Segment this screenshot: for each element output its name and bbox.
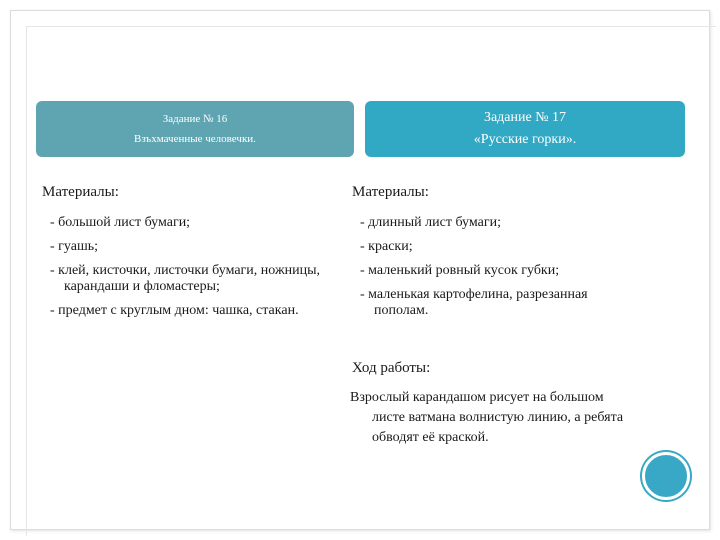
- list-item: - краски;: [360, 239, 413, 254]
- task16-materials-list: [42, 215, 332, 327]
- list-item: - маленький ровный кусок губки;: [360, 263, 560, 278]
- bullet-dash: -: [50, 263, 55, 278]
- bullet-dash: -: [360, 215, 365, 230]
- list-item: - большой лист бумаги;: [50, 215, 191, 230]
- bullet-dash: -: [360, 263, 365, 278]
- task17-work-text: Взрослый карандашом рисует на большом листе ватмана волнистую линию, а ребята обводят её краской.: [350, 390, 624, 445]
- bullet-dash: -: [50, 215, 55, 230]
- bullet-dash: -: [50, 303, 55, 318]
- task16-title: Задание № 16: [162, 113, 228, 125]
- list-item: - предмет с круглым дном: чашка, стакан.: [50, 303, 299, 318]
- task16-materials-title: Материалы:: [42, 184, 119, 200]
- task17-subtitle: «Русские горки».: [473, 132, 577, 147]
- list-item: - маленькая картофелина, разрезанная пополам.: [360, 287, 588, 318]
- list-item: - клей, кисточки, листочки бумаги, ножницы, карандаши и фломастеры;: [50, 263, 320, 294]
- bullet-dash: -: [360, 287, 365, 302]
- task16-subtitle: Взъхмаченные человечки.: [134, 133, 256, 145]
- bullet-dash: -: [50, 239, 55, 254]
- decorative-circle: [642, 452, 690, 500]
- task17-materials-title: Материалы:: [352, 184, 429, 200]
- list-item: - гуашь;: [50, 239, 98, 254]
- task17-work-title: Ход работы:: [352, 360, 431, 376]
- task17-materials-list: [352, 215, 642, 327]
- task17-header: [365, 101, 685, 157]
- task16-header: [36, 101, 354, 157]
- task17-title: Задание № 17: [483, 110, 567, 125]
- list-item: - длинный лист бумаги;: [360, 215, 501, 230]
- bullet-dash: -: [360, 239, 365, 254]
